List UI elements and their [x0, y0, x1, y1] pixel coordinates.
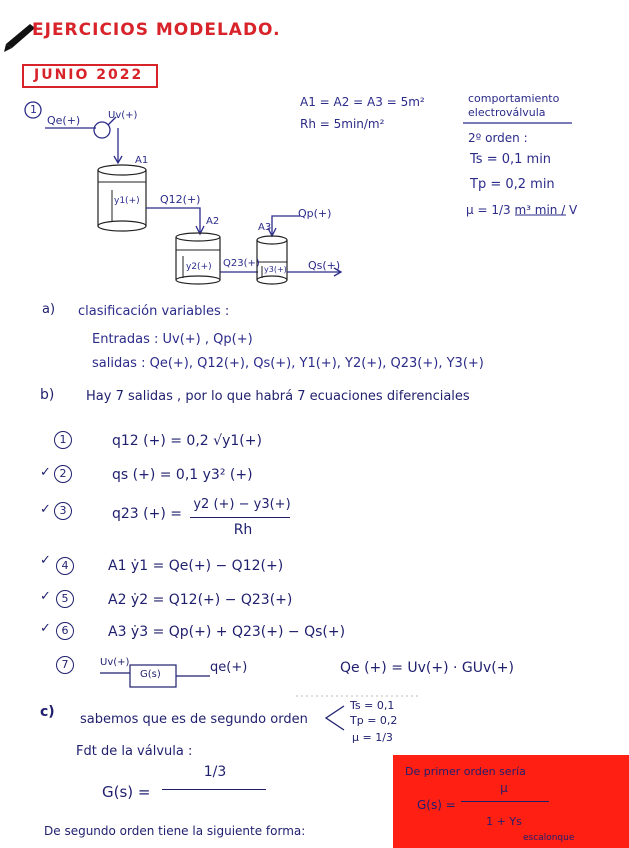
valve-mu: μ = 1/3 m³ min / V	[466, 203, 578, 217]
y2-label: y2(+)	[186, 262, 212, 272]
note-gs: G(s) =	[417, 798, 456, 812]
part-a-label: a)	[42, 302, 56, 317]
first-order-note	[393, 755, 629, 848]
note-numerator: μ	[500, 781, 508, 795]
eq3-check: ✓	[40, 502, 51, 517]
valve-ts: Ts = 0,1 min	[470, 152, 552, 167]
gs-fraction-bar	[162, 789, 266, 790]
valve-subtitle: electroválvula	[468, 106, 546, 119]
eq7-block: G(s)	[140, 669, 161, 680]
note-denominator: 1 + Ys	[486, 815, 522, 828]
note-line1: De primer orden sería	[405, 765, 526, 778]
eq6: A3 ẏ3 = Qp(+) + Q23(+) − Qs(+)	[108, 624, 346, 640]
eq7-number: 7	[56, 656, 74, 674]
brace-ts: Ts = 0,1	[350, 699, 395, 712]
eq2-check: ✓	[40, 465, 51, 480]
eq5: A2 ẏ2 = Q12(+) − Q23(+)	[108, 592, 293, 608]
eq2: qs (+) = 0,1 y3² (+)	[112, 467, 253, 483]
valve-tp: Tp = 0,2 min	[470, 177, 555, 192]
valve-title: comportamiento	[468, 92, 560, 105]
eq5-number: 5	[56, 590, 74, 608]
y3-label: y3(+)	[264, 265, 287, 274]
part-c-text: sabemos que es de segundo orden	[80, 712, 308, 727]
eq3-number: 3	[54, 502, 72, 520]
qp-label: Qp(+)	[298, 207, 332, 220]
eq7-input: Uv(+)	[100, 657, 130, 668]
eq7-rhs: Qe (+) = Uv(+) · GUv(+)	[340, 660, 514, 676]
note-tag: escalonque	[523, 833, 575, 843]
problem-number: 1	[30, 103, 37, 116]
eq3-numerator: y2 (+) − y3(+)	[193, 497, 291, 512]
gs-numerator: 1/3	[203, 764, 227, 780]
areas-param: A1 = A2 = A3 = 5m²	[300, 95, 425, 109]
exam-date: JUNIO 2022	[34, 67, 144, 83]
part-b-label: b)	[40, 387, 55, 403]
eq1-number: 1	[54, 431, 72, 449]
eq4: A1 ẏ1 = Qe(+) − Q12(+)	[108, 558, 284, 574]
qs-label: Qs(+)	[308, 259, 341, 272]
gs-lhs: G(s) =	[102, 783, 151, 801]
eq1: q12 (+) = 0,2 √y1(+)	[112, 433, 262, 449]
eq3: q23 (+) =	[112, 506, 182, 522]
eq7-output: qe(+)	[210, 660, 248, 675]
part-c-label: c)	[40, 704, 55, 720]
q23-label: Q23(+)	[223, 258, 260, 269]
eq4-number: 4	[56, 557, 74, 575]
brace-tp: Tp = 0,2	[350, 714, 398, 727]
uv-label: Uv(+)	[108, 110, 138, 121]
brace-mu: μ = 1/3	[352, 731, 393, 744]
inputs-line: Entradas : Uv(+) , Qp(+)	[92, 332, 253, 347]
eq6-number: 6	[56, 622, 74, 640]
eq6-check: ✓	[40, 621, 51, 636]
page-title: EJERCICIOS MODELADO.	[32, 20, 281, 40]
eq2-number: 2	[54, 465, 72, 483]
part-b-heading: Hay 7 salidas , por lo que habrá 7 ecuaciones diferenciales	[86, 389, 470, 404]
eq3-denominator: Rh	[233, 522, 253, 538]
eq5-check: ✓	[40, 589, 51, 604]
outputs-line: salidas : Qe(+), Q12(+), Qs(+), Y1(+), Y2(+), Q23(+), Y3(+)	[92, 356, 484, 371]
part-a-heading: clasificación variables :	[78, 304, 230, 319]
note-fraction-bar	[461, 801, 549, 802]
fdt-label: Fdt de la válvula :	[76, 744, 193, 759]
second-order-text: De segundo orden tiene la siguiente forma:	[44, 824, 306, 838]
qe-label: Qe(+)	[47, 114, 81, 127]
tank3-label: A3	[258, 222, 272, 233]
y1-label: y1(+)	[114, 196, 140, 206]
q12-label: Q12(+)	[160, 193, 201, 206]
eq4-check: ✓	[40, 553, 51, 568]
tank2-label: A2	[206, 216, 220, 227]
tank1-label: A1	[135, 155, 149, 166]
rh-param: Rh = 5min/m²	[300, 117, 385, 131]
valve-order: 2º orden :	[468, 131, 528, 145]
